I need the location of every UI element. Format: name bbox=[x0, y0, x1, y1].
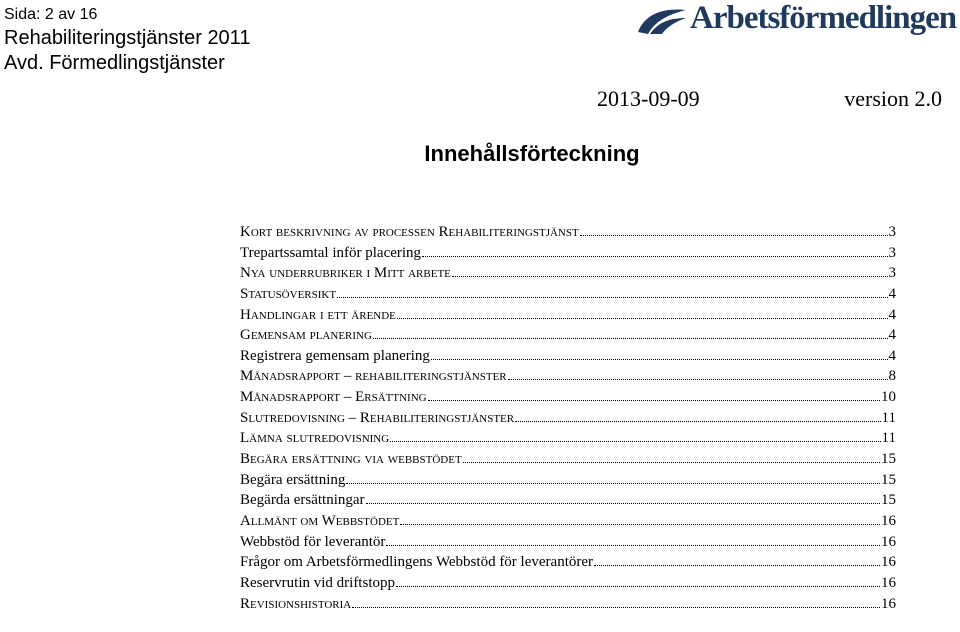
brand-logo-mark-icon bbox=[636, 6, 688, 36]
toc-entry-page: 15 bbox=[881, 471, 896, 488]
toc-entry[interactable] bbox=[240, 222, 896, 243]
toc-entry-title: Trepartssamtal inför placering bbox=[240, 244, 422, 261]
toc-entry[interactable] bbox=[240, 552, 896, 573]
toc-entry[interactable] bbox=[240, 263, 896, 284]
toc-entry[interactable] bbox=[240, 346, 896, 367]
toc-entry-title: Slutredovisning – Rehabiliteringstjänster bbox=[240, 409, 515, 426]
toc-entry-leader bbox=[515, 421, 880, 422]
toc-entry-title: Revisionshistoria bbox=[240, 595, 352, 612]
toc-entry-leader bbox=[390, 441, 880, 442]
toc-entry-title: Begära ersättning bbox=[240, 471, 346, 488]
toc-entry-leader bbox=[400, 524, 880, 525]
toc-entry-page: 16 bbox=[881, 512, 896, 529]
toc-entry-leader bbox=[397, 318, 888, 319]
toc-entry[interactable] bbox=[240, 305, 896, 326]
toc-entry[interactable] bbox=[240, 387, 896, 408]
toc-entry[interactable] bbox=[240, 573, 896, 594]
toc-entry-page: 3 bbox=[888, 244, 896, 261]
toc-entry-title: Frågor om Arbetsförmedlingens Webbstöd för leverantörer bbox=[240, 554, 594, 571]
toc-entry[interactable] bbox=[240, 243, 896, 264]
toc-entry-page: 4 bbox=[888, 285, 896, 302]
toc-heading: Innehållsförteckning bbox=[424, 141, 640, 166]
toc-entry-title: Reservrutin vid driftstopp bbox=[240, 574, 395, 591]
toc-entry[interactable] bbox=[240, 532, 896, 553]
department-title: Avd. Förmedlingstjänster bbox=[4, 52, 225, 74]
toc-entry-leader bbox=[373, 338, 888, 339]
toc-entry-title: Registrera gemensam planering bbox=[240, 347, 430, 364]
page-number: Sida: 2 av 16 bbox=[4, 6, 98, 23]
toc-entry-page: 15 bbox=[881, 451, 896, 468]
toc-entry-page: 16 bbox=[881, 533, 896, 550]
toc-entry-leader bbox=[428, 400, 880, 401]
toc-entry-leader bbox=[337, 297, 887, 298]
toc-entry-leader bbox=[346, 483, 880, 484]
toc-entry-leader bbox=[452, 276, 888, 277]
toc-entry-title: Begära ersättning via webbstödet bbox=[240, 451, 462, 468]
toc-entry-page: 16 bbox=[881, 595, 896, 612]
toc-entry-page: 8 bbox=[888, 368, 896, 385]
toc-entry-title: Allmänt om Webbstödet bbox=[240, 512, 400, 529]
toc-entry-page: 11 bbox=[881, 409, 896, 426]
toc-entry-page: 4 bbox=[888, 306, 896, 323]
toc-entry-leader bbox=[580, 235, 888, 236]
toc-entry-leader bbox=[463, 462, 880, 463]
toc-entry-title: Kort beskrivning av processen Rehabiliteringstjänst bbox=[240, 224, 579, 240]
toc-entry[interactable] bbox=[240, 511, 896, 532]
toc-entry-leader bbox=[431, 359, 888, 360]
toc-entry-leader bbox=[366, 503, 880, 504]
toc-entry-leader bbox=[422, 256, 887, 257]
toc-entry[interactable] bbox=[240, 449, 896, 470]
toc-entry[interactable] bbox=[240, 284, 896, 305]
toc-entry-leader bbox=[594, 565, 880, 566]
toc-entry[interactable] bbox=[240, 490, 896, 511]
document-date: 2013-09-09 bbox=[597, 86, 700, 111]
toc-entry-title: Månadsrapport – rehabiliteringstjänster bbox=[240, 368, 507, 385]
brand-logo-text: Arbetsförmedlingen bbox=[690, 0, 957, 36]
toc-entry-title: Handlingar i ett ärende bbox=[240, 306, 396, 323]
toc-entry-leader bbox=[386, 545, 880, 546]
document-title: Rehabiliteringstjänster 2011 bbox=[4, 27, 251, 49]
toc-entry[interactable] bbox=[240, 408, 896, 429]
toc-entry-title: Lämna slutredovisning bbox=[240, 430, 390, 447]
brand-logo bbox=[636, 2, 958, 40]
toc-entry-leader bbox=[396, 586, 880, 587]
document-version: version 2.0 bbox=[844, 86, 942, 111]
toc-entry-leader bbox=[508, 379, 888, 380]
toc-entry-page: 10 bbox=[881, 389, 896, 406]
toc-entry-leader bbox=[352, 607, 880, 608]
table-of-contents bbox=[240, 222, 896, 614]
toc-entry-page: 16 bbox=[881, 574, 896, 591]
toc-entry-page: 4 bbox=[888, 327, 896, 344]
toc-entry[interactable] bbox=[240, 594, 896, 615]
toc-entry-page: 4 bbox=[888, 347, 896, 364]
toc-entry-title: Nya underrubriker i Mitt arbete bbox=[240, 265, 451, 282]
toc-entry-page: 3 bbox=[888, 224, 896, 240]
toc-entry-page: 15 bbox=[881, 492, 896, 509]
toc-entry[interactable] bbox=[240, 470, 896, 491]
toc-entry-page: 16 bbox=[881, 554, 896, 571]
toc-entry-title: Statusöversikt bbox=[240, 285, 337, 302]
toc-entry[interactable] bbox=[240, 325, 896, 346]
toc-entry[interactable] bbox=[240, 428, 896, 449]
toc-entry-title: Gemensam planering bbox=[240, 327, 372, 344]
toc-entry[interactable] bbox=[240, 366, 896, 387]
toc-entry-page: 11 bbox=[881, 430, 896, 447]
toc-entry-title: Månadsrapport – Ersättning bbox=[240, 389, 427, 406]
toc-entry-title: Webbstöd för leverantör bbox=[240, 533, 386, 550]
toc-entry-title: Begärda ersättningar bbox=[240, 492, 365, 509]
toc-entry-page: 3 bbox=[888, 265, 896, 282]
